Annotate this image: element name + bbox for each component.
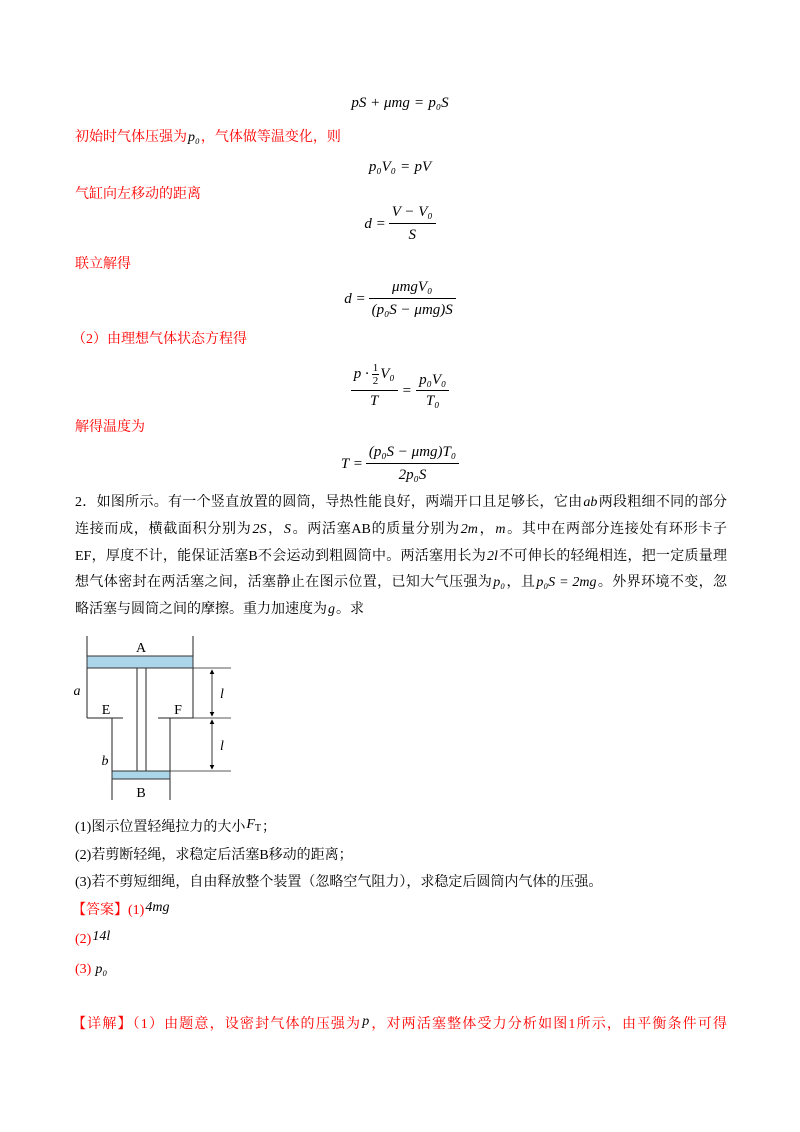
equation-isothermal [0, 157, 800, 177]
equals-sign: = [402, 383, 412, 399]
problem-line [75, 520, 727, 540]
part2-heading: （2）由理想气体状态方程得 [72, 332, 247, 347]
answer-value: p₀ [95, 962, 108, 977]
note-cylinder-distance: 气缸向左移动的距离 [75, 187, 201, 202]
answer-line-1 [72, 901, 170, 921]
note-text: ，气体做等温变化，则 [200, 130, 341, 145]
note-initial-pressure [75, 128, 341, 148]
piston-b [112, 771, 170, 779]
fraction-numerator: μmgV₀ [369, 277, 456, 299]
math-symbol: S [283, 522, 291, 537]
equals-sign: = [400, 158, 410, 175]
fraction-rhs [416, 358, 449, 411]
fraction-one-half [372, 362, 380, 387]
fraction-denominator: (p₀S − μmg)S [371, 302, 453, 318]
math-symbol: 2m [460, 522, 478, 537]
connecting-rope [137, 668, 146, 771]
fraction-rhs-denominator: T₀ [425, 393, 440, 409]
numerator-right: V₀ [380, 366, 395, 382]
problem-text: 两段粗细不同的部分 [598, 495, 728, 510]
equation-temperature [0, 442, 800, 486]
answer-value: 4mg [145, 900, 170, 915]
problem-text: ， [478, 522, 495, 537]
math-symbol: m [495, 522, 506, 537]
pressure-symbol: p₀ [188, 130, 200, 145]
question-text: (1)图示位置轻绳拉力的大小 [75, 820, 246, 835]
fraction-lhs-denominator: T [370, 393, 379, 409]
fraction-numerator: (p₀S − μmg)T₀ [366, 442, 459, 464]
problem-text: 2．如图所示。有一个竖直放置的圆筒，导热性能良好，两端开口且足够长，它由 [75, 495, 583, 510]
fraction [366, 442, 459, 486]
problem-line [75, 547, 727, 567]
equation-ideal-gas-state [0, 358, 800, 411]
half-numerator: 1 [372, 361, 379, 374]
note-text: 初始时气体压强为 [75, 130, 187, 145]
explanation-text: （1）由题意，设密封气体的压强为 [132, 1017, 362, 1032]
question-2: (2)若剪断轻绳，求稳定后活塞B移动的距离； [75, 848, 353, 863]
answer-value: 14l [92, 929, 111, 944]
question-end: ； [262, 820, 276, 835]
label-gap-upper: l [220, 687, 224, 702]
problem-text: 不可伸长的轻绳相连，把一定质量理 [498, 549, 727, 564]
fraction-numerator: V − V₀ [389, 202, 436, 224]
label-gap-lower: l [220, 739, 224, 754]
answer-line-2 [75, 930, 111, 950]
answer-index: (3) [75, 962, 92, 977]
fraction-lhs-numerator [351, 358, 398, 391]
problem-line [75, 573, 727, 593]
answer-index: (1) [128, 903, 145, 918]
problem-text: 连接而成，横截面积分别为 [75, 522, 252, 537]
equation-lhs: d = [364, 215, 386, 232]
fraction [369, 277, 456, 321]
problem-text: 。求 [336, 602, 364, 617]
explanation-line [72, 1015, 727, 1035]
equation-distance-result [0, 277, 800, 321]
tension-symbol [245, 817, 262, 832]
math-symbol: g [328, 602, 335, 617]
label-piston-b: B [136, 786, 146, 801]
tension-symbol-base: F [246, 817, 255, 832]
question-3: (3)若不剪短细绳，自由释放整个装置（忽略空气阻力），求稳定后圆筒内气体的压强。 [75, 875, 603, 890]
label-stop-f: F [174, 703, 182, 718]
math-symbol: 2l [487, 549, 498, 564]
answer-index: (2) [75, 932, 92, 947]
math-symbol: p₀ [493, 575, 506, 590]
note-temperature: 解得温度为 [75, 420, 145, 435]
note-combine-solve: 联立解得 [75, 257, 131, 272]
problem-text: ，且 [506, 575, 536, 590]
equation-rhs: p₀S [428, 94, 449, 111]
fraction-rhs-numerator: p₀V₀ [416, 358, 449, 391]
pressure-symbol: p [362, 1014, 370, 1029]
problem-text: 。两活塞AB的质量分别为 [291, 522, 460, 537]
cylinder-piston-figure [60, 628, 245, 806]
problem-text: ， [267, 522, 283, 537]
equation-distance [0, 202, 800, 246]
equation-rhs: pV [414, 158, 432, 175]
equals-sign: = [414, 94, 424, 111]
label-piston-a: A [135, 641, 147, 656]
half-denominator: 2 [372, 374, 379, 387]
equation-lhs: pS + μmg [351, 94, 410, 111]
numerator-left: p · [353, 366, 369, 382]
problem-text: EF，厚度不计，能保证活塞B不会运动到粗圆筒中。两活塞用长为 [75, 549, 487, 564]
problem-text: 略活塞与圆筒之间的摩擦。重力加速度为 [75, 602, 327, 617]
explanation-text: ，对两活塞整体受力分析如图1所示，由平衡条件可得 [370, 1017, 728, 1032]
label-section-b: b [101, 754, 109, 769]
equation-lhs: d = [344, 290, 366, 307]
piston-a [87, 656, 193, 668]
fraction [389, 202, 436, 246]
problem-text: 。其中在两部分连接处有环形卡子 [506, 522, 728, 537]
fraction-denominator: S [408, 227, 416, 243]
fraction-lhs [351, 358, 398, 411]
equation-force-balance [0, 93, 800, 113]
answer-label: 【答案】 [72, 903, 128, 918]
equation-lhs: T = [340, 455, 363, 472]
fraction-denominator: 2p₀S [398, 467, 427, 483]
math-expression: p₀S = 2mg [536, 575, 597, 590]
problem-line [75, 600, 364, 620]
label-section-a: a [73, 684, 81, 699]
problem-text: 想气体密封在两活塞之间，活塞静止在图示位置，已知大气压强为 [75, 575, 493, 590]
problem-text: 。外界环境不变，忽 [597, 575, 728, 590]
math-symbol: 2S [252, 522, 267, 537]
answer-line-3 [75, 960, 108, 980]
explanation-label: 【详解】 [72, 1017, 133, 1032]
question-1 [75, 818, 276, 838]
math-symbol: ab [583, 495, 598, 510]
problem-line [75, 493, 727, 513]
equation-lhs: p₀V₀ [368, 158, 396, 175]
label-stop-e: E [101, 703, 111, 718]
tension-symbol-subscript: T [254, 823, 261, 834]
